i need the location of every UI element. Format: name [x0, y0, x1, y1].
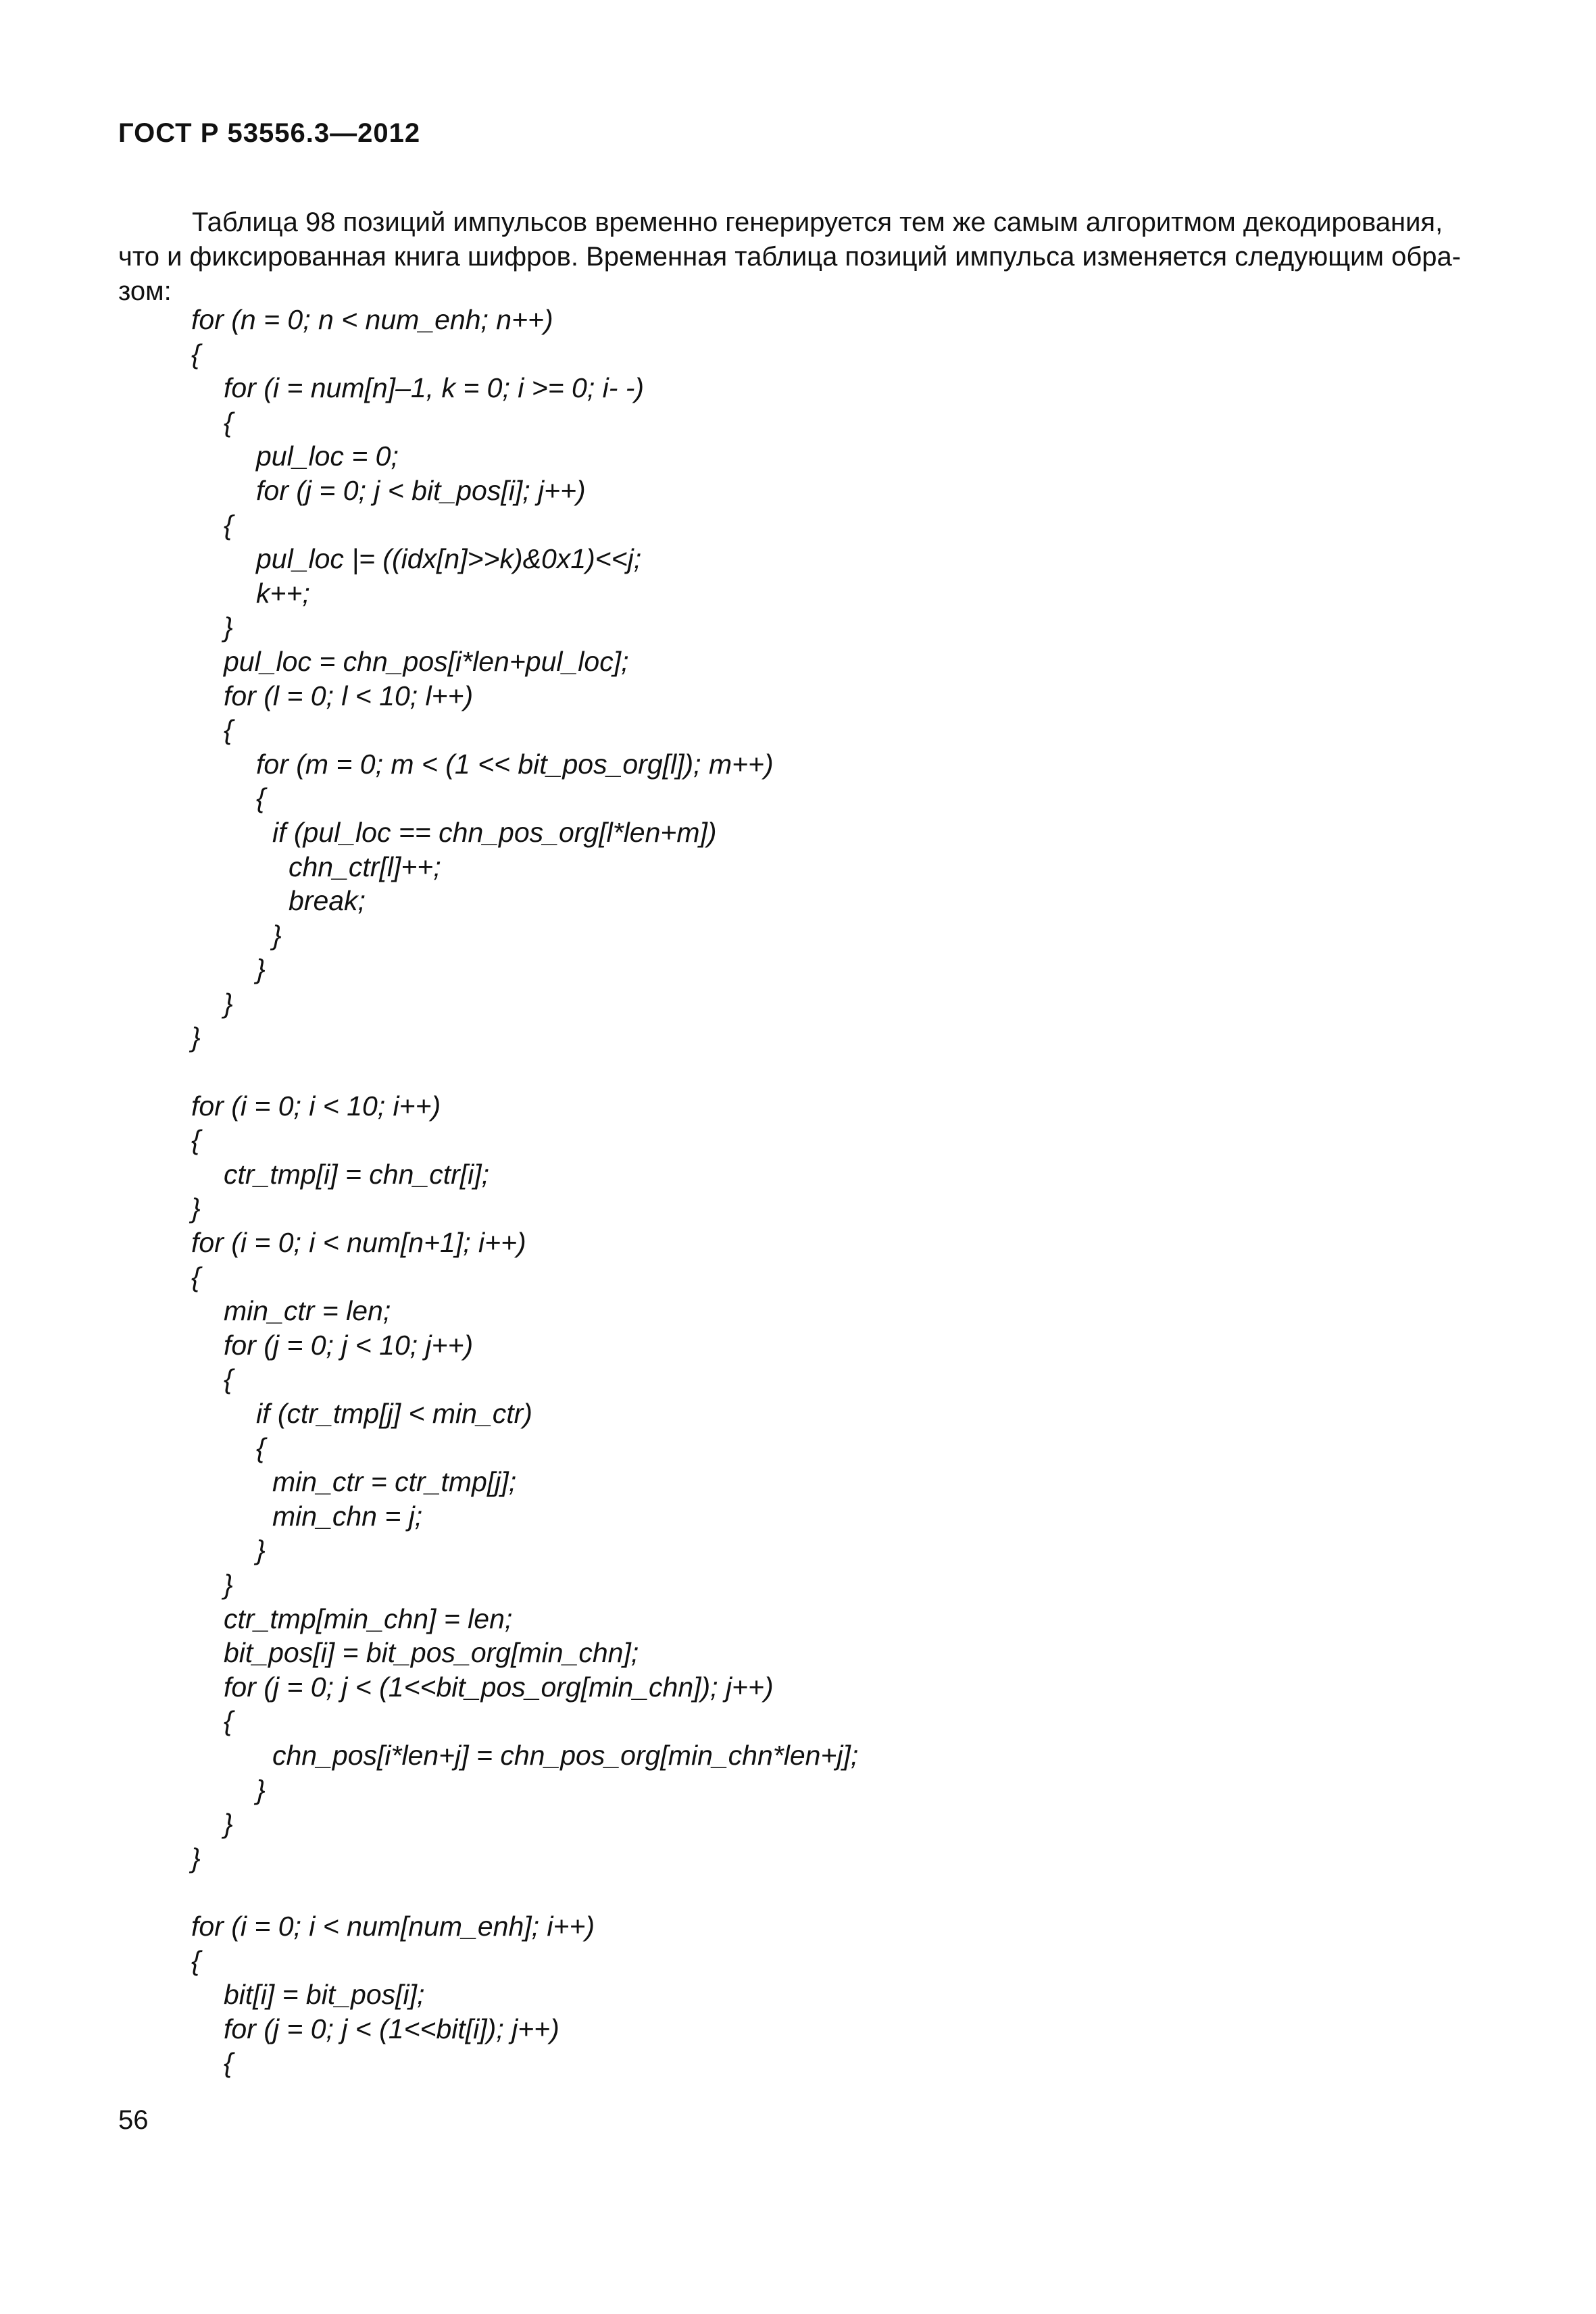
- code-line: bit_pos[i] = bit_pos_org[min_chn];: [224, 1637, 639, 1669]
- code-line: for (i = 0; i < num[num_enh]; i++): [191, 1910, 595, 1942]
- code-line: for (i = num[n]–1, k = 0; i >= 0; i- -): [224, 372, 645, 404]
- code-line: }: [191, 1022, 201, 1053]
- code-line: min_chn = j;: [272, 1500, 423, 1532]
- code-line: {: [224, 406, 233, 438]
- code-line: }: [256, 953, 266, 985]
- code-blank-line: [0, 1055, 858, 1089]
- code-line: }: [224, 987, 233, 1019]
- code-line: {: [224, 714, 233, 746]
- code-line: break;: [289, 885, 366, 917]
- code-line: pul_loc = chn_pos[i*len+pul_loc];: [224, 645, 629, 677]
- code-line: for (j = 0; j < (1<<bit[i]); j++): [224, 2013, 559, 2044]
- code-line: {: [256, 1432, 266, 1463]
- intro-line: что и фиксированная книга шифров. Временная таблица позиций импульса изменяется следующим обра-: [118, 242, 1462, 272]
- code-line: {: [224, 509, 233, 540]
- code-line: }: [191, 1192, 201, 1224]
- code-line: {: [224, 2047, 233, 2079]
- code-line: for (j = 0; j < bit_pos[i]; j++): [256, 474, 586, 506]
- code-line: for (l = 0; l < 10; l++): [224, 680, 474, 711]
- code-line: {: [191, 1944, 201, 1976]
- code-line: }: [191, 1842, 201, 1873]
- code-line: min_ctr = len;: [224, 1295, 391, 1327]
- code-line: }: [224, 1568, 233, 1600]
- intro-paragraph: [118, 205, 1476, 309]
- code-line: min_ctr = ctr_tmp[j];: [272, 1466, 517, 1498]
- code-line: for (n = 0; n < num_enh; n++): [191, 304, 553, 335]
- code-line: }: [272, 919, 282, 951]
- code-line: chn_pos[i*len+j] = chn_pos_org[min_chn*len+j];: [272, 1739, 859, 1771]
- intro-line: зом:: [118, 276, 172, 306]
- code-line: for (i = 0; i < num[n+1]; i++): [191, 1227, 526, 1259]
- code-line: if (ctr_tmp[j] < min_ctr): [256, 1398, 532, 1429]
- code-line: {: [191, 1124, 201, 1156]
- code-blank-line: [0, 1875, 858, 1909]
- code-line: pul_loc = 0;: [256, 441, 399, 472]
- code-line: for (j = 0; j < (1<<bit_pos_org[min_chn]); j++): [224, 1671, 774, 1703]
- code-line: pul_loc |= ((idx[n]>>k)&0x1)<<j;: [256, 543, 642, 575]
- page-number: 56: [118, 2105, 149, 2135]
- code-line: }: [224, 1808, 233, 1840]
- code-listing: [0, 303, 858, 2080]
- code-line: for (j = 0; j < 10; j++): [224, 1329, 474, 1361]
- code-line: }: [256, 1774, 266, 1805]
- code-line: {: [191, 1261, 201, 1292]
- code-line: {: [256, 782, 266, 814]
- document-header: ГОСТ Р 53556.3—2012: [118, 118, 421, 148]
- code-line: {: [224, 1705, 233, 1737]
- intro-line: Таблица 98 позиций импульсов временно генерируется тем же самым алгоритмом декодирования,: [192, 207, 1443, 237]
- code-line: {: [224, 1363, 233, 1395]
- code-line: if (pul_loc == chn_pos_org[l*len+m]): [272, 816, 717, 848]
- code-line: ctr_tmp[min_chn] = len;: [224, 1603, 513, 1634]
- code-line: for (i = 0; i < 10; i++): [191, 1090, 441, 1122]
- code-line: {: [191, 338, 201, 370]
- code-line: bit[i] = bit_pos[i];: [224, 1979, 425, 2011]
- code-line: chn_ctr[l]++;: [289, 851, 441, 882]
- code-line: for (m = 0; m < (1 << bit_pos_org[l]); m++): [256, 748, 774, 780]
- code-line: }: [224, 611, 233, 643]
- code-line: ctr_tmp[i] = chn_ctr[i];: [224, 1158, 490, 1190]
- code-line: k++;: [256, 577, 310, 609]
- code-line: }: [256, 1534, 266, 1566]
